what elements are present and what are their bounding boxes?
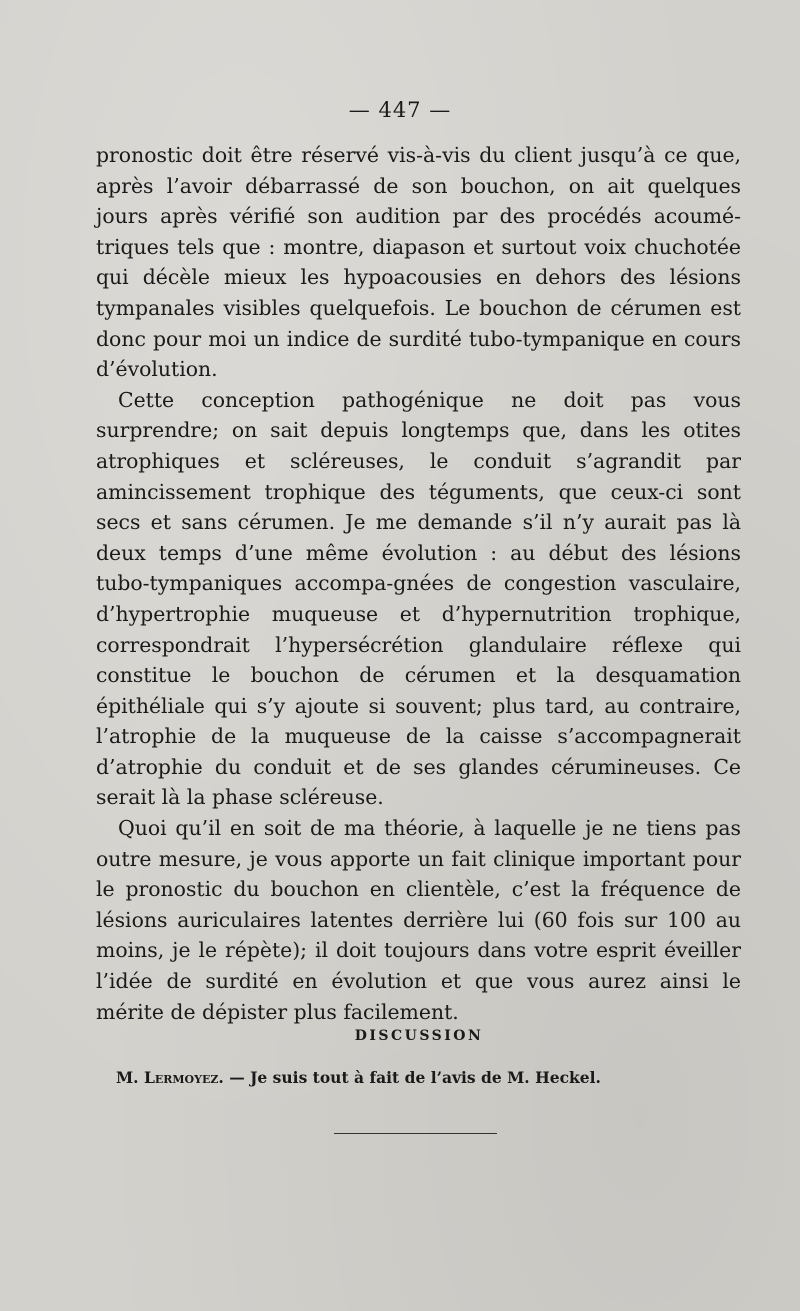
body-text [96, 140, 741, 1027]
paragraph-2: Cette conception pathogénique ne doit pas vous surprendre; on sait depuis longtemps que, dans les otites atrophiques et scléreuses, le conduit s’agrandit par amincissement trophique des téguments, que ceux-ci sont secs et sans cérumen. Je me demande s’il n’y aurait pas là deux temps d’une même évolution : au début des lésions tubo-tympaniques accompa-gnées de congestion vasculaire, d’hypertrophie muqueuse et d’hypernutrition trophique, correspondrait l’hypersécrétion glandulaire réflexe qui constitue le bouchon de cérumen et la desquamation épithéliale qui s’y ajoute si souvent; plus tard, au contraire, l’atrophie de la muqueuse de la caisse s’accompagnerait d’atrophie du conduit et de ses glandes cérumineuses. Ce serait là la phase scléreuse. [96, 387, 741, 810]
discussion-entry [116, 1068, 741, 1087]
speaker-name: M. Lermoyez. [116, 1068, 224, 1087]
discussion-title: DISCUSSION [354, 1028, 484, 1044]
page-number: — 447 — [348, 98, 452, 122]
speaker-statement: — Je suis tout à fait de l’avis de M. Heckel. [223, 1068, 601, 1087]
paragraph-3: Quoi qu’il en soit de ma théorie, à laquelle je ne tiens pas outre mesure, je vous apporte un fait clinique important pour le pronostic du bouchon en clientèle, c’est la fréquence de lésions auriculaires latentes derrière lui (60 fois sur 100 au moins, je le répète); il doit toujours dans votre esprit éveiller l’idée de surdité en évolution et que vous aurez ainsi le mérite de dépister plus facilement. [96, 816, 741, 1024]
paragraph-1: pronostic doit être réservé vis-à-vis du client jusqu’à ce que, après l’avoir débarrassé de son bouchon, on ait quelques jours après vérifié son audition par des procédés acoumé-triques tels que : montre, diapason et surtout voix chuchotée qui décèle mieux les hypoacousies en dehors des lésions tympanales visibles quelquefois. Le bouchon de cérumen est donc pour moi un indice de surdité tubo-tympanique en cours d’évolution. [96, 143, 741, 382]
closing-rule [334, 1133, 497, 1134]
